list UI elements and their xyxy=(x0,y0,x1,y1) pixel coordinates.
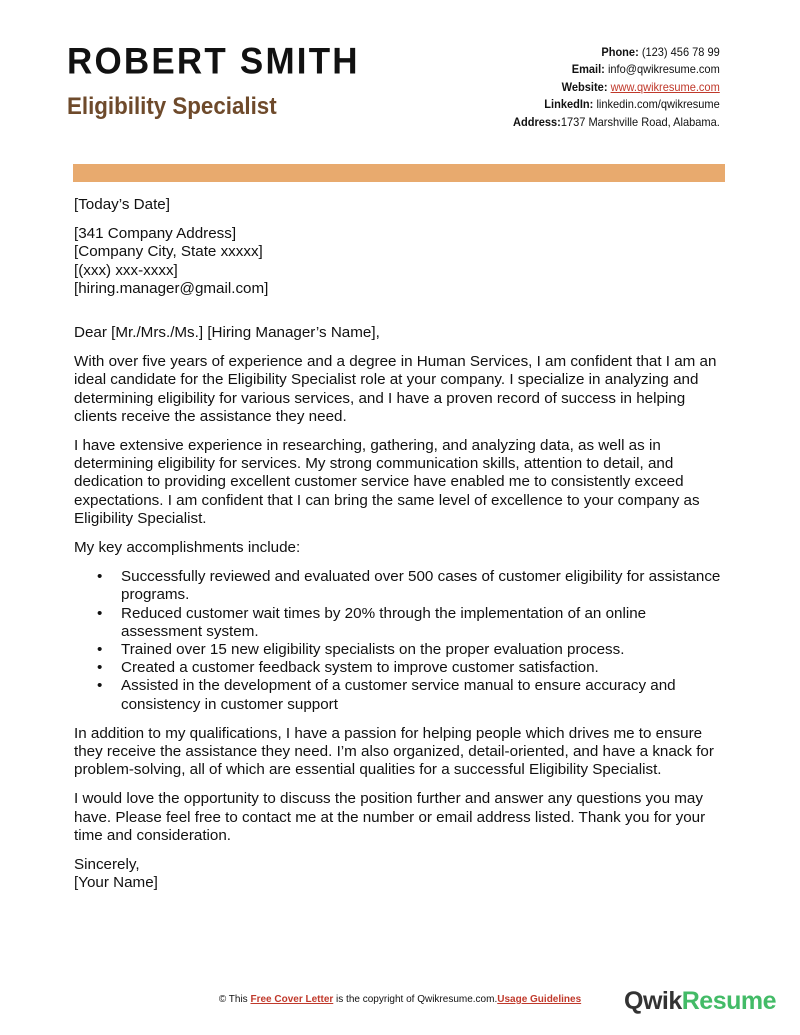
linkedin-label: LinkedIn: xyxy=(544,97,594,112)
contact-address xyxy=(513,114,720,131)
qwikresume-logo xyxy=(624,987,776,1016)
address-label: Address: xyxy=(513,114,562,129)
recipient-line: [341 Company Address] xyxy=(74,225,237,243)
logo-part-qwik: Qwik xyxy=(624,987,682,1015)
contact-linkedin xyxy=(513,96,720,113)
paragraph-experience: I have extensive experience in researching, gathering, and analyzing data, as well as in determining eligibility for services. My strong communication skills, attention to detail, and dedication to providing excellent customer service have enabled me to consistently exceed expectations. I am confident that I can bring the same level of excellence to your company as Eligibility Specialist. xyxy=(74,437,700,527)
bullet-icon: • xyxy=(97,604,103,622)
accomplishments-intro: My key accomplishments include: xyxy=(74,539,301,557)
list-item xyxy=(74,677,726,713)
list-item xyxy=(74,641,726,659)
recipient-line: [hiring.manager@gmail.com] xyxy=(74,279,269,297)
bullet-icon: • xyxy=(97,677,103,695)
paragraph-intro: With over five years of experience and a degree in Human Services, I am confident that I am an ideal candidate for the Eligibility Specialist role at your company. I specialize in analyzing and determining eligibility for various services, and I have a proven record of success in helping clients receive the assistance they need. xyxy=(74,353,717,425)
contact-phone xyxy=(513,44,720,61)
list-item xyxy=(74,568,726,604)
address-value: 1737 Marshville Road, Alabama. xyxy=(561,114,720,129)
phone-value: (123) 456 78 99 xyxy=(642,45,720,59)
bullet-icon: • xyxy=(97,641,103,659)
email-label: Email: xyxy=(571,62,606,77)
bullet-icon: • xyxy=(97,568,103,586)
recipient-line: [Company City, State xxxxx] xyxy=(74,243,263,261)
email-value: info@qwikresume.com xyxy=(608,62,720,77)
signature-name: [Your Name] xyxy=(74,874,158,892)
applicant-name: ROBERT SMITH xyxy=(67,41,360,82)
list-item-text: Successfully reviewed and evaluated over 500 cases of customer eligibility for assistance programs. xyxy=(121,568,721,604)
contact-block xyxy=(495,44,720,131)
contact-website xyxy=(513,79,720,96)
contact-email xyxy=(513,61,720,78)
recipient-address xyxy=(74,225,726,298)
list-item xyxy=(74,605,726,641)
footer-prefix: © This xyxy=(218,994,251,1005)
list-item-text: Trained over 15 new eligibility specialists on the proper evaluation process. xyxy=(121,641,625,659)
salutation: Dear [Mr./Mrs./Ms.] [Hiring Manager’s Name], xyxy=(74,324,380,342)
website-link[interactable]: www.qwikresume.com xyxy=(610,79,720,94)
recipient-line: [(xxx) xxx-xxxx] xyxy=(74,261,178,279)
free-cover-letter-link[interactable]: Free Cover Letter xyxy=(250,994,334,1005)
list-item-text: Reduced customer wait times by 20% through the implementation of an online assessment system. xyxy=(121,604,647,640)
closing-word: Sincerely, xyxy=(74,856,140,874)
sign-off xyxy=(74,856,726,892)
letter-date: [Today’s Date] xyxy=(74,196,170,213)
logo-part-resume: Resume xyxy=(681,987,777,1015)
phone-label: Phone: xyxy=(601,45,639,59)
list-item-text: Created a customer feedback system to improve customer satisfaction. xyxy=(121,659,599,677)
letter-body xyxy=(74,196,726,893)
paragraph-closing: I would love the opportunity to discuss the position further and answer any questions you may have. Please feel free to contact me at the number or email address listed. Thank you for your time and consideration. xyxy=(74,790,706,844)
job-title: Eligibility Specialist xyxy=(67,93,277,120)
footer-middle: is the copyright of Qwikresume.com. xyxy=(333,994,498,1005)
list-item-text: Assisted in the development of a customer service manual to ensure accuracy and consistency in customer support xyxy=(121,677,676,713)
bullet-icon: • xyxy=(97,659,103,677)
list-item xyxy=(74,659,726,677)
website-label: Website: xyxy=(561,79,608,94)
accomplishments-list xyxy=(74,568,726,714)
accent-divider-bar xyxy=(73,164,725,182)
linkedin-value: linkedin.com/qwikresume xyxy=(596,97,720,112)
paragraph-qualities: In addition to my qualifications, I have a passion for helping people which drives me to ensure they receive the assistance they need. I’m also organized, detail-oriented, and have a knack for problem-solving, all of which are essential qualities for a successful Eligibility Specialist. xyxy=(74,724,714,779)
usage-guidelines-link[interactable]: Usage Guidelines xyxy=(497,994,582,1005)
